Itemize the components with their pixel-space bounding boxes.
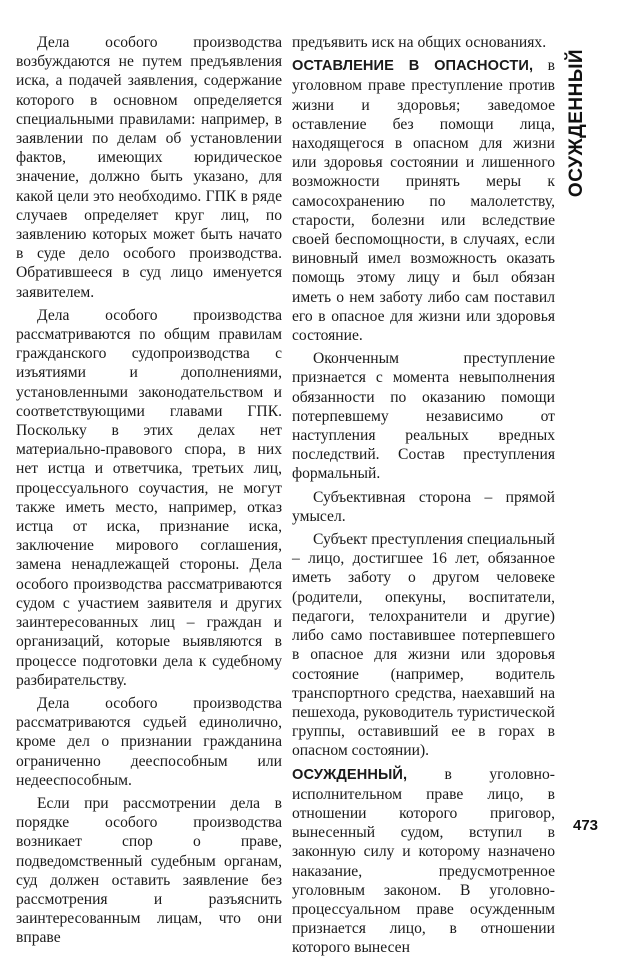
paragraph: Субъективная сторона – прямой умысел. [292, 488, 555, 525]
left-text-column [16, 33, 282, 952]
paragraph: Дела особого производства рассматриваются по общим правилам гражданского судопроизводства с изъятиями и дополнениями, установленными законодательством и соответствующими главами ГПК. Поскольку в этих делах нет материально-правового спора, в них нет истца и ответчика, третьих лиц, процессуального соучастия, не могут также иметь место, например, отказ истца от иска, признание иска, заключение мирового соглашения, замена ненадлежащей стороны. Дела особого производства рассматриваются судом с участием заявителя и других заинтересованных лиц – граждан и организаций, которые выявляются в процессе подготовки дела к судебному разбирательству. [16, 306, 282, 689]
dictionary-entry [292, 765, 555, 958]
running-head-text: ОСУЖДЕННЫЙ [566, 48, 587, 198]
entry-term: ОСУЖДЕННЫЙ, [292, 766, 408, 783]
entry-definition: в уголовно-исполнительном праве лицо, в отношении которого приговор, вынесенный судом, вступил в законную силу и которому назначено наказание, предусмотренное уголовным законом. В уголовно-процессуальном праве осужденным признается лицо, в отношении которого вынесен [292, 765, 555, 957]
paragraph: Субъект преступления специальный – лицо, достигшее 16 лет, обязанное иметь заботу о другом человеке (родители, опекуны, воспитатели, педагоги, телохранители и другие) либо само поставившее потерпевшего в опасное для жизни или здоровья состояние (например, водитель транспортного средства, наехавший на пешехода, руководитель туристической группы, оставивший ее в горах в опасном состоянии). [292, 531, 555, 760]
running-head [565, 28, 589, 218]
paragraph: Дела особого производства рассматриваются судьей единолично, кроме дел о признании гражданина ограниченно дееспособным или недееспособным. [16, 694, 282, 789]
paragraph-continuation: предъявить иск на общих основаниях. [292, 34, 547, 51]
paragraph: Оконченным преступление признается с момента невыполнения обязанности по оказанию помощи потерпевшему независимо от наступления реальных вредных последствий. Состав преступления формальный. [292, 350, 555, 483]
paragraph: Если при рассмотрении дела в порядке особого производства возникает спор о праве, подведомственный судебным органам, суд должен оставить заявление без рассмотрения и разъяснить заинтересованным лицам, что они вправе [16, 794, 282, 947]
paragraph: Дела особого производства возбуждаются не путем предъявления иска, а подачей заявления, содержание которого в основном определяется специальными правилами: например, в заявлении по делам об установлении фактов, имеющих юридическое значение, должно быть указано, для какой цели это необходимо. ГПК в ряде случаев определяет круг лиц, по заявлению которых может быть начато в суде дело особого производства. Обратившееся в суд лицо именуется заявителем. [16, 34, 282, 301]
entry-definition: в уголовном праве преступление против жизни и здоровья; заведомое оставление без помощи лица, находящегося в опасном для жизни или здоровья состоянии и лишенного возможности принять меры к самосохранению по малолетству, старости, болезни или вследствие своей беспомощности, в случаях, если виновный имел возможность оказать помощь этому лицу и был обязан иметь о нем заботу либо сам поставил его в опасное для жизни или здоровья состояние. [292, 57, 555, 345]
dictionary-entry [292, 56, 555, 345]
page-number: 473 [573, 817, 599, 834]
right-text-column [292, 33, 555, 962]
entry-term: ОСТАВЛЕНИЕ В ОПАСНОСТИ, [292, 58, 534, 75]
